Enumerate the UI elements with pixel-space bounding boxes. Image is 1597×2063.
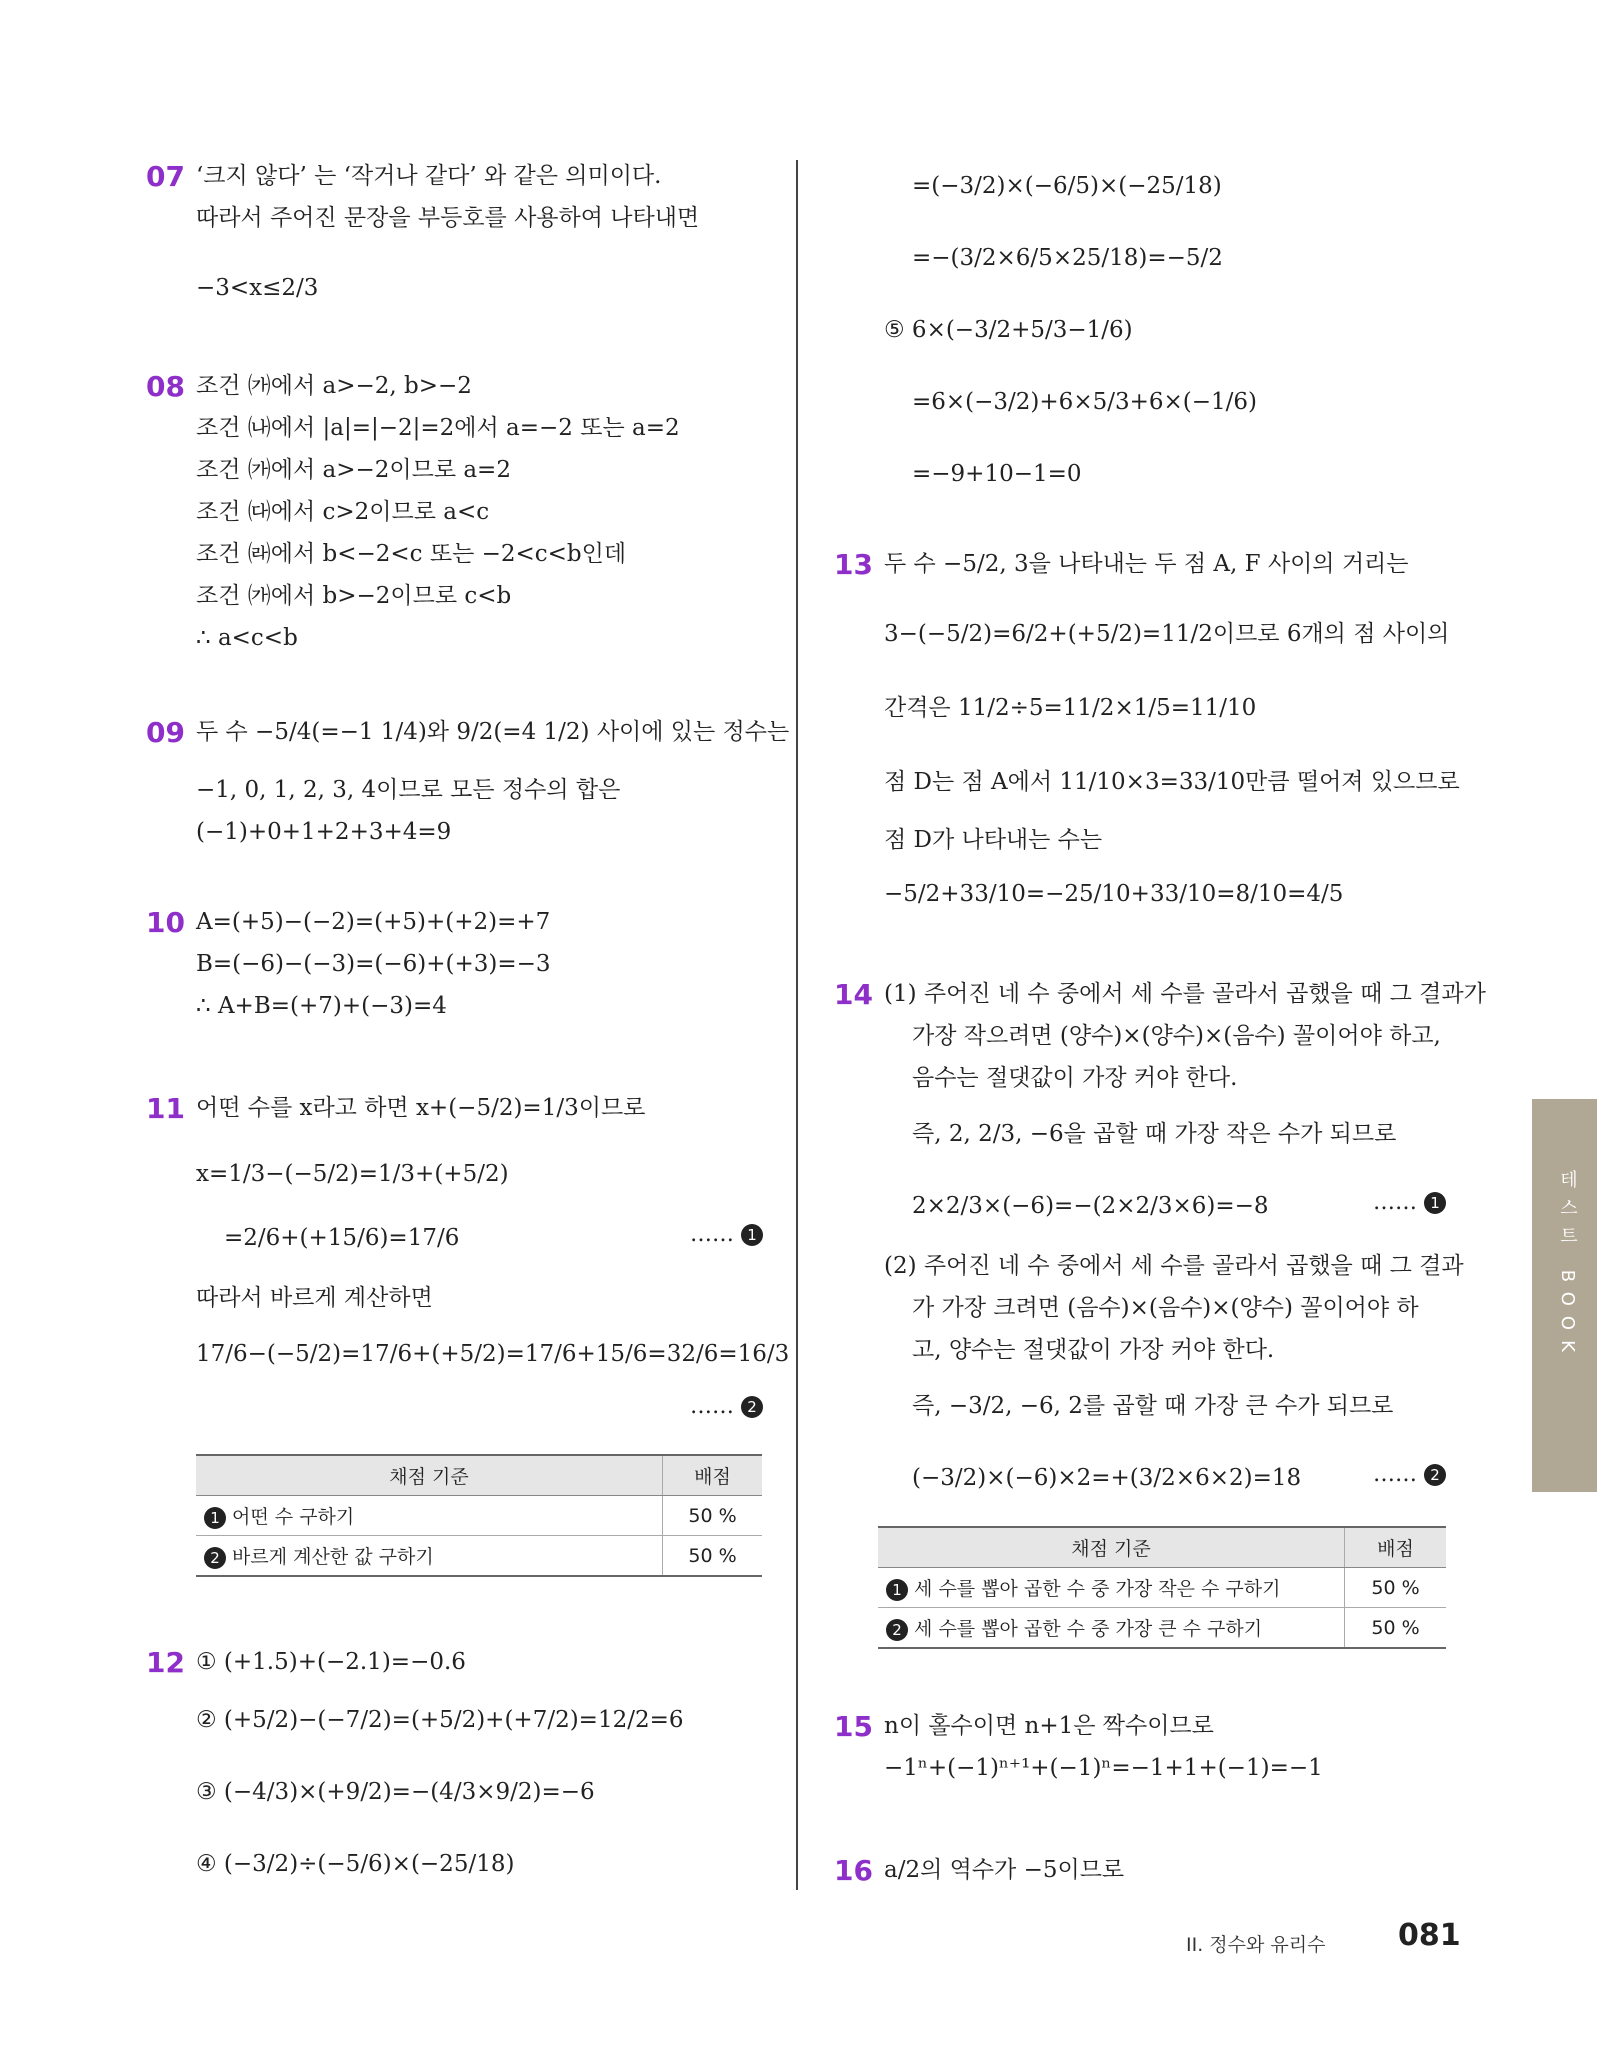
column-divider xyxy=(796,160,798,1890)
math-line: =2/6+(+15/6)=17/6 xyxy=(224,1225,460,1251)
math-line: −1ⁿ+(−1)ⁿ⁺¹+(−1)ⁿ=−1+1+(−1)=−1 xyxy=(884,1755,1323,1781)
math-line: =−(3/2×6/5×25/18)=−5/2 xyxy=(912,245,1223,271)
math-line: ① (+1.5)+(−2.1)=−0.6 xyxy=(196,1649,466,1675)
math-line: (−3/2)×(−6)×2=+(3/2×6×2)=18 xyxy=(912,1465,1302,1491)
criterion-text: 어떤 수 구하기 xyxy=(232,1506,355,1528)
problem-number: 09 xyxy=(146,716,185,749)
problem-number: 15 xyxy=(834,1710,873,1743)
step-marker-1 xyxy=(690,1222,763,1247)
criterion-text: 세 수를 뽑아 곱한 수 중 가장 큰 수 구하기 xyxy=(914,1618,1263,1640)
text-line: 조건 ㈎에서 a>−2, b>−2 xyxy=(196,373,472,399)
math-line: −3<x≤2/3 xyxy=(196,275,319,301)
math-line: 2×2/3×(−6)=−(2×2/3×6)=−8 xyxy=(912,1193,1269,1219)
text-line: 따라서 바르게 계산하면 xyxy=(196,1285,433,1311)
problem-number: 07 xyxy=(146,160,185,193)
table-cell: 50 % xyxy=(663,1536,763,1577)
leader-dots: …… xyxy=(1373,1462,1417,1487)
page-number: 081 xyxy=(1398,1918,1461,1953)
circled-number-icon: 2 xyxy=(204,1547,226,1569)
text-line: 즉, −3/2, −6, 2를 곱할 때 가장 큰 수가 되므로 xyxy=(912,1393,1394,1419)
text-line: 조건 ㈎에서 b>−2이므로 c<b xyxy=(196,583,512,609)
table-row xyxy=(878,1568,1446,1608)
table-header: 배점 xyxy=(1345,1527,1447,1568)
math-line: ∴ A+B=(+7)+(−3)=4 xyxy=(196,993,447,1019)
math-line: (−1)+0+1+2+3+4=9 xyxy=(196,819,452,845)
math-line: 3−(−5/2)=6/2+(+5/2)=11/2이므로 6개의 점 사이의 xyxy=(884,621,1450,647)
text-line: 가 가장 크려면 (음수)×(음수)×(양수) 꼴이어야 하 xyxy=(912,1295,1419,1321)
text-line: 가장 작으려면 (양수)×(양수)×(음수) 꼴이어야 하고, xyxy=(912,1023,1441,1049)
math-line: ④ (−3/2)÷(−5/6)×(−25/18) xyxy=(196,1851,515,1877)
math-line: ③ (−4/3)×(+9/2)=−(4/3×9/2)=−6 xyxy=(196,1779,595,1805)
text-line: 두 수 −5/4(=−1 1/4)와 9/2(=4 1/2) 사이에 있는 정수는 xyxy=(196,719,790,745)
step-marker-2 xyxy=(1373,1462,1446,1487)
math-line: 17/6−(−5/2)=17/6+(+5/2)=17/6+15/6=32/6=16/3 xyxy=(196,1341,790,1367)
leader-dots: …… xyxy=(1373,1190,1417,1215)
table-row xyxy=(196,1536,762,1577)
text-line: 즉, 2, 2/3, −6을 곱할 때 가장 작은 수가 되므로 xyxy=(912,1121,1397,1147)
problem-number: 12 xyxy=(146,1646,185,1679)
text-line: 음수는 절댓값이 가장 커야 한다. xyxy=(912,1065,1238,1091)
table-cell xyxy=(196,1536,663,1577)
text-line: 조건 ㈐에서 c>2이므로 a<c xyxy=(196,499,490,525)
problem-number: 16 xyxy=(834,1854,873,1887)
table-cell: 50 % xyxy=(663,1496,763,1536)
math-line: =(−3/2)×(−6/5)×(−25/18) xyxy=(912,173,1222,199)
circled-number-icon: 2 xyxy=(1424,1464,1446,1486)
text-line: (1) 주어진 네 수 중에서 세 수를 골라서 곱했을 때 그 결과가 xyxy=(884,981,1486,1007)
table-cell xyxy=(196,1496,663,1536)
text-line: 조건 ㈎에서 a>−2이므로 a=2 xyxy=(196,457,511,483)
text-line: −1, 0, 1, 2, 3, 4이므로 모든 정수의 합은 xyxy=(196,777,621,803)
table-cell xyxy=(878,1608,1345,1649)
math-line: A=(+5)−(−2)=(+5)+(+2)=+7 xyxy=(196,909,551,935)
text-line: 조건 ㈏에서 |a|=|−2|=2에서 a=−2 또는 a=2 xyxy=(196,415,680,441)
text-line: 따라서 주어진 문장을 부등호를 사용하여 나타내면 xyxy=(196,205,700,231)
text-line: ‘크지 않다’ 는 ‘작거나 같다’ 와 같은 의미이다. xyxy=(196,163,662,189)
leader-dots: …… xyxy=(690,1394,734,1419)
circled-number-icon: 2 xyxy=(886,1619,908,1641)
circled-number-icon: 2 xyxy=(741,1396,763,1418)
scoring-table xyxy=(196,1454,762,1577)
table-cell: 50 % xyxy=(1345,1568,1447,1608)
criterion-text: 세 수를 뽑아 곱한 수 중 가장 작은 수 구하기 xyxy=(914,1578,1281,1600)
circled-number-icon: 1 xyxy=(1424,1192,1446,1214)
side-tab-label: 테스트 BOOK xyxy=(1557,1170,1578,1362)
table-row xyxy=(878,1608,1446,1649)
text-line: 고, 양수는 절댓값이 가장 커야 한다. xyxy=(912,1337,1275,1363)
table-header: 채점 기준 xyxy=(196,1455,663,1496)
scoring-table xyxy=(878,1526,1446,1649)
math-line: ⑤ 6×(−3/2+5/3−1/6) xyxy=(884,317,1133,343)
math-line: 간격은 11/2÷5=11/2×1/5=11/10 xyxy=(884,695,1257,721)
text-line: 조건 ㈑에서 b<−2<c 또는 −2<c<b인데 xyxy=(196,541,627,567)
circled-number-icon: 1 xyxy=(204,1507,226,1529)
circled-number-icon: 1 xyxy=(886,1579,908,1601)
math-line: x=1/3−(−5/2)=1/3+(+5/2) xyxy=(196,1161,509,1187)
math-line: =6×(−3/2)+6×5/3+6×(−1/6) xyxy=(912,389,1258,415)
math-line: −5/2+33/10=−25/10+33/10=8/10=4/5 xyxy=(884,881,1344,907)
problem-number: 11 xyxy=(146,1092,185,1125)
text-line: ∴ a<c<b xyxy=(196,625,298,651)
problem-number: 14 xyxy=(834,978,873,1011)
text-line: 두 수 −5/2, 3을 나타내는 두 점 A, F 사이의 거리는 xyxy=(884,551,1409,577)
text-line: 어떤 수를 x라고 하면 x+(−5/2)=1/3이므로 xyxy=(196,1095,646,1121)
table-cell xyxy=(878,1568,1345,1608)
step-marker-1 xyxy=(1373,1190,1446,1215)
problem-number: 13 xyxy=(834,548,873,581)
table-header: 배점 xyxy=(663,1455,763,1496)
math-line: ② (+5/2)−(−7/2)=(+5/2)+(+7/2)=12/2=6 xyxy=(196,1707,684,1733)
leader-dots: …… xyxy=(690,1222,734,1247)
text-line: a/2의 역수가 −5이므로 xyxy=(884,1857,1125,1883)
criterion-text: 바르게 계산한 값 구하기 xyxy=(232,1546,434,1568)
text-line: 점 D는 점 A에서 11/10×3=33/10만큼 떨어져 있으므로 xyxy=(884,769,1460,795)
text-line: 점 D가 나타내는 수는 xyxy=(884,827,1103,853)
problem-number: 10 xyxy=(146,906,185,939)
text-line: n이 홀수이면 n+1은 짝수이므로 xyxy=(884,1713,1214,1739)
problem-number: 08 xyxy=(146,370,185,403)
step-marker-2 xyxy=(690,1394,763,1419)
math-line: =−9+10−1=0 xyxy=(912,461,1082,487)
text-line: (2) 주어진 네 수 중에서 세 수를 골라서 곱했을 때 그 결과 xyxy=(884,1253,1464,1279)
circled-number-icon: 1 xyxy=(741,1224,763,1246)
table-cell: 50 % xyxy=(1345,1608,1447,1649)
table-header: 채점 기준 xyxy=(878,1527,1345,1568)
table-row xyxy=(196,1496,762,1536)
math-line: B=(−6)−(−3)=(−6)+(+3)=−3 xyxy=(196,951,551,977)
footer-section-title: II. 정수와 유리수 xyxy=(1186,1934,1326,1956)
